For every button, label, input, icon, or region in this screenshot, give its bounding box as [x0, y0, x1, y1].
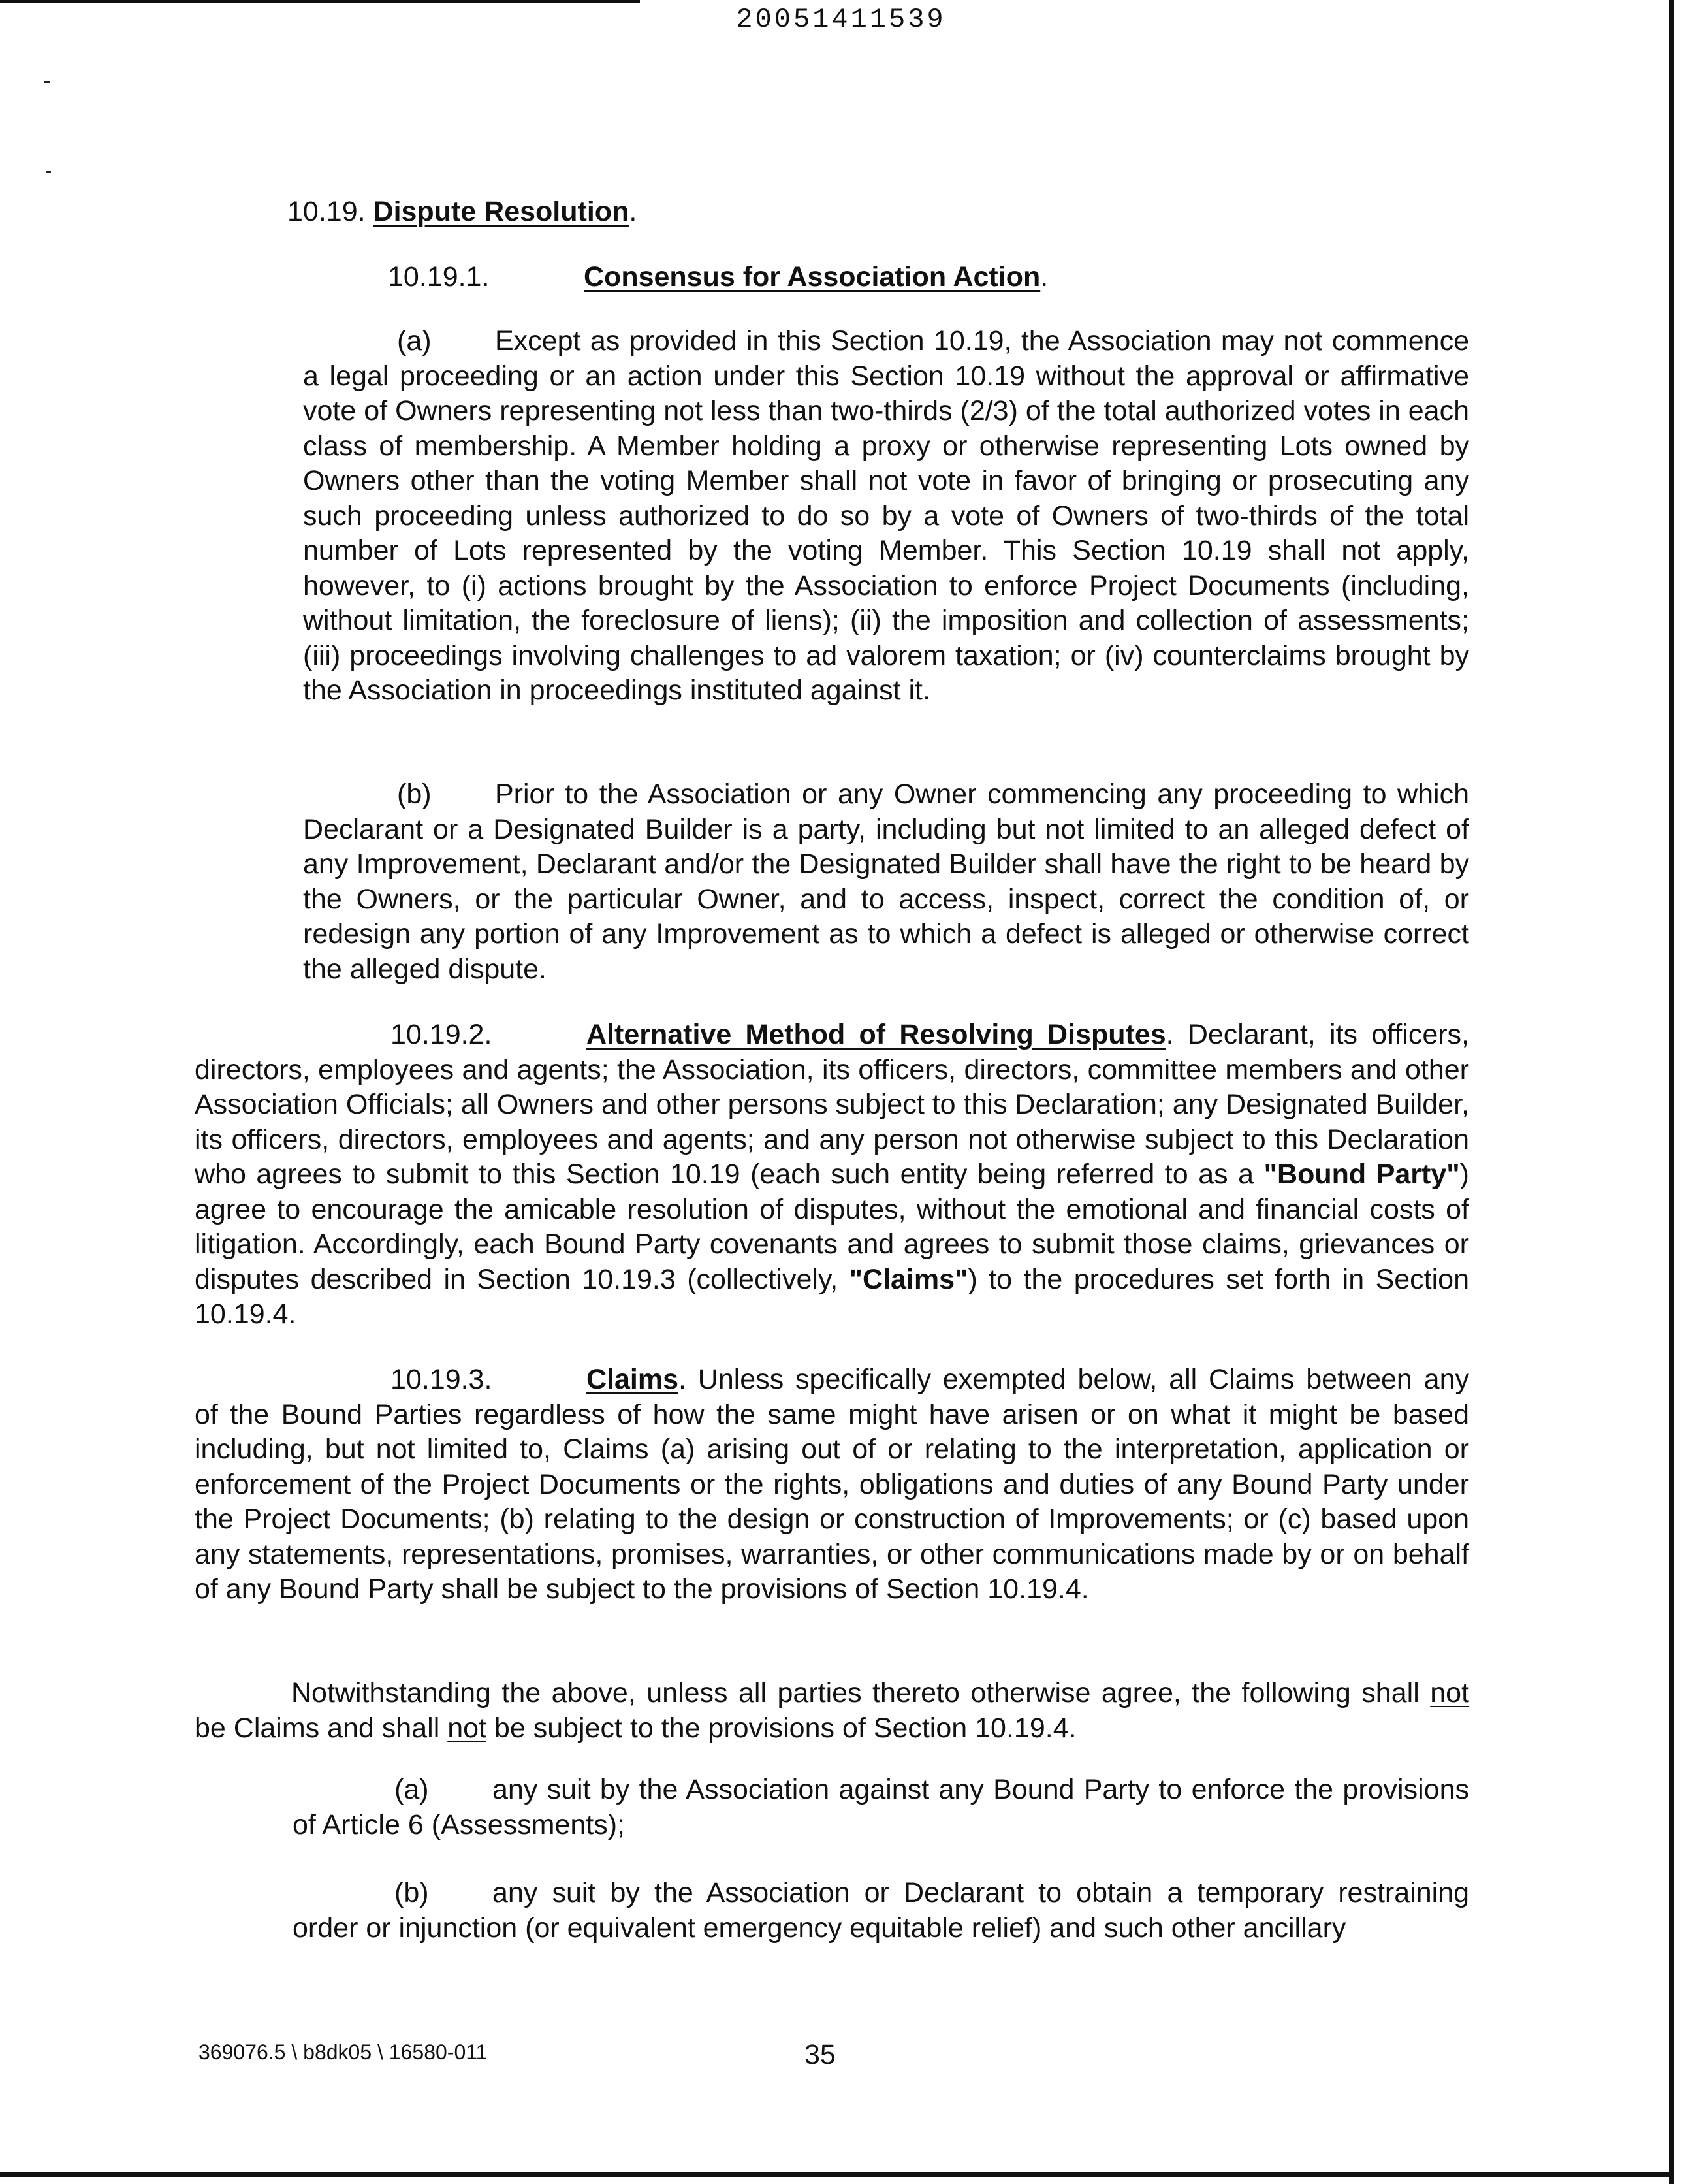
claims-term: "Claims"	[849, 1263, 968, 1295]
bound-party-term: "Bound Party"	[1263, 1159, 1460, 1190]
notwithstanding-text-1: Notwithstanding the above, unless all parties thereto otherwise agree, the following shall	[291, 1677, 1431, 1709]
subsection-3	[195, 1362, 1469, 1607]
scan-bottom-edge	[0, 2172, 1674, 2177]
exclusion-b-label: (b)	[394, 1877, 429, 1908]
subsection-2-text-3: ) to the procedures set forth in Section 10.19.4.	[195, 1263, 1469, 1330]
exclusion-item	[293, 1876, 1469, 1946]
subsection-2-title: Alternative Method of Resolving Disputes	[586, 1019, 1166, 1050]
exclusion-a-text: any suit by the Association against any Bound Party to enforce the provisions of Article 6 (Assessments);	[293, 1774, 1469, 1840]
document-number: 20051411539	[736, 4, 946, 35]
subsection-3-number: 10.19.3.	[390, 1364, 492, 1395]
paragraph-1a	[303, 324, 1469, 709]
subsection-3-text: . Unless specifically exempted below, all Claims between any of the Bound Parties regardless of how the same might have arisen or on what it might be based including, but not limited to, Claims (a) arising out of or relating to the interpretation, application or enforcement of the Project Documents or the rights, obligations and duties of any Bound Party under the Project Documents; (b) relating to the design or construction of Improvements; or (c) based upon any statements, representations, promises, warranties, or other communications made by or on behalf of any Bound Party shall be subject to the provisions of Section 10.19.4.	[195, 1364, 1469, 1605]
subsection-1-heading	[388, 260, 1048, 294]
scan-right-edge	[1669, 0, 1674, 2184]
exclusion-b-text: any suit by the Association or Declarant to obtain a temporary restraining order or injunction (or equivalent emergency equitable relief) and such other ancillary	[293, 1877, 1469, 1944]
exclusion-item	[293, 1773, 1469, 1842]
exclusion-a-label: (a)	[394, 1774, 429, 1805]
scan-top-edge	[0, 0, 640, 3]
subsection-2-text-2: ) agree to encourage the amicable resolution of disputes, without the emotional and financial costs of litigation. Accordingly, each Bound Party covenants and agrees to submit those claims, grievances or disputes described in Section 10.19.3 (collectively,	[195, 1159, 1469, 1295]
subsection-1-number: 10.19.1.	[388, 261, 490, 293]
paragraph-1b	[303, 777, 1469, 987]
notwithstanding-paragraph	[195, 1676, 1469, 1746]
scan-speck	[44, 81, 50, 83]
paragraph-1b-text: Prior to the Association or any Owner commencing any proceeding to which Declarant or a Designated Builder is a party, including but not limited to an alleged defect of any Improvement, Declarant and/or the Designated Builder shall have the right to be heard by the Owners, or the particular Owner, and to access, inspect, correct the condition of, or redesign any portion of any Improvement as to which a defect is alleged or otherwise correct the alleged dispute.	[303, 779, 1469, 985]
section-title-period: .	[629, 196, 637, 227]
notwithstanding-text-2: be Claims and shall	[195, 1712, 448, 1744]
page-number: 35	[804, 2039, 836, 2070]
notwithstanding-text-3: be subject to the provisions of Section 10.19.4.	[486, 1712, 1077, 1744]
notwithstanding-not-2: not	[447, 1712, 486, 1744]
notwithstanding-not-1: not	[1430, 1677, 1469, 1709]
section-title: Dispute Resolution	[373, 196, 629, 227]
subsection-2-text-1: . Declarant, its officers, directors, employees and agents; the Association, its officers, directors, committee members and other Association Officials; all Owners and other persons subject to this Declaration; any Designated Builder, its officers, directors, employees and agents; and any person not otherwise subject to this Declaration who agrees to submit to this Section 10.19 (each such entity being referred to as a	[195, 1019, 1470, 1190]
subsection-3-title: Claims	[586, 1364, 679, 1395]
paragraph-1a-label: (a)	[397, 325, 432, 357]
subsection-2	[195, 1018, 1469, 1332]
subsection-1-title-period: .	[1040, 261, 1049, 293]
subsection-1-title: Consensus for Association Action	[584, 261, 1041, 293]
paragraph-1b-label: (b)	[397, 779, 432, 810]
scan-speck	[46, 171, 51, 173]
subsection-2-number: 10.19.2.	[390, 1019, 492, 1050]
section-heading	[287, 195, 637, 229]
footer-document-id: 369076.5 \ b8dk05 \ 16580-011	[198, 2040, 488, 2064]
section-number: 10.19.	[287, 196, 366, 227]
paragraph-1a-text: Except as provided in this Section 10.19, the Association may not commence a legal proceeding or an action under this Section 10.19 without the approval or affirmative vote of Owners representing not less than two-thirds (2/3) of the total authorized votes in each class of membership. A Member holding a proxy or otherwise representing Lots owned by Owners other than the voting Member shall not vote in favor of bringing or prosecuting any such proceeding unless authorized to do so by a vote of Owners of two-thirds of the total number of Lots represented by the voting Member. This Section 10.19 shall not apply, however, to (i) actions brought by the Association to enforce Project Documents (including, without limitation, the foreclosure of liens); (ii) the imposition and collection of assessments; (iii) proceedings involving challenges to ad valorem taxation; or (iv) counterclaims brought by the Association in proceedings instituted against it.	[303, 325, 1469, 706]
